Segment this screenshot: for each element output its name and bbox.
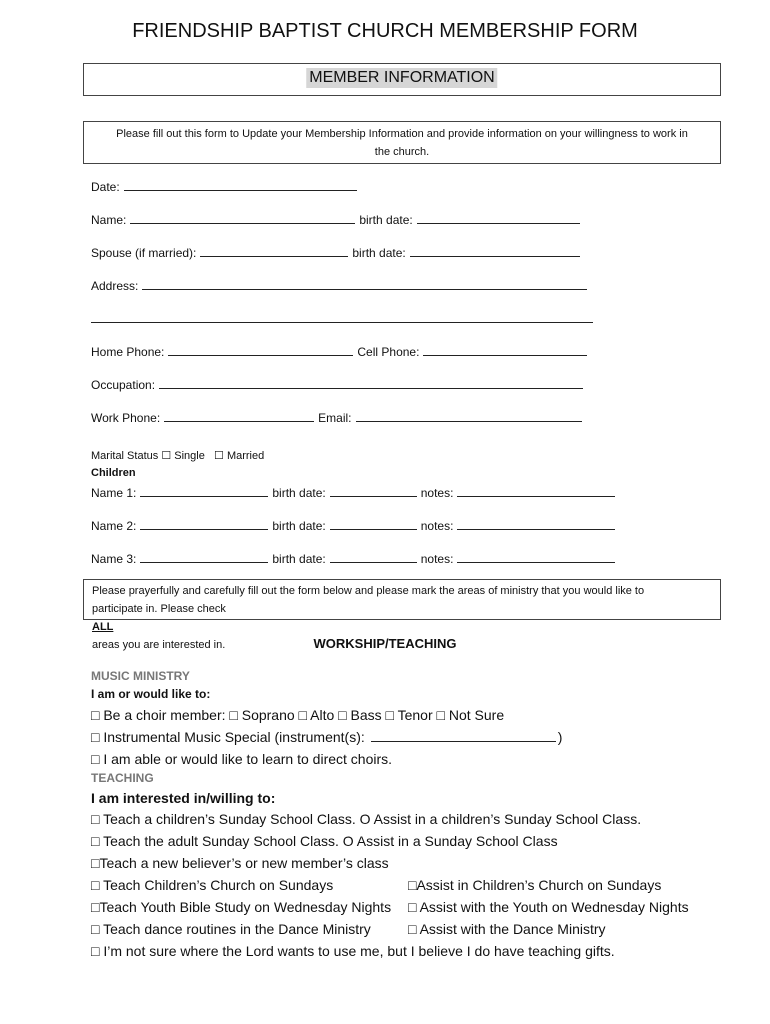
music-intro: I am or would like to: [91, 687, 211, 701]
child-birth-date-label: birth date: [272, 519, 326, 533]
date-row [91, 178, 361, 194]
child-name-field[interactable] [140, 484, 268, 497]
prayer-line-2: participate in. Please check ALL areas you are interested in. [92, 603, 226, 651]
direct-choirs-option[interactable]: □ I am able or would like to learn to direct choirs. [91, 751, 393, 767]
intro-line-1: Please fill out this form to Update your Membership Information and provide information on your willingness to work in [116, 128, 688, 140]
child-name-field[interactable] [140, 517, 268, 530]
spouse-row [91, 244, 584, 260]
email-label: Email: [318, 411, 352, 425]
home-phone-label: Home Phone: [91, 345, 165, 359]
child-birth-date-field[interactable] [330, 517, 417, 530]
teaching-gifts-option[interactable]: □ I’m not sure where the Lord wants to use me, but I believe I do have teaching gifts. [91, 943, 615, 959]
instrumental-option[interactable]: □ Instrumental Music Special (instrument(s): ) [91, 729, 563, 745]
child-name-label: Name 1: [91, 486, 137, 500]
occupation-row [91, 376, 587, 392]
teaching-intro: I am interested in/willing to: [91, 790, 276, 806]
address-field[interactable] [142, 277, 587, 290]
worship-teaching-heading: WORKSHIP/TEACHING [313, 636, 457, 651]
assist-option[interactable]: □Assist in Children’s Church on Sundays [408, 877, 662, 893]
child-notes-label: notes: [420, 486, 454, 500]
child-notes-field[interactable] [457, 517, 615, 530]
children-heading: Children [91, 467, 136, 479]
birth-date-label: birth date: [359, 213, 413, 227]
marital-status-label: Marital Status [91, 450, 159, 462]
occupation-field[interactable] [159, 376, 583, 389]
birth-date-field[interactable] [417, 211, 580, 224]
spouse-birth-date-field[interactable] [410, 244, 580, 257]
intro-instructions [83, 121, 721, 164]
child-notes-field[interactable] [457, 484, 615, 497]
teaching-option[interactable]: □ Teach the adult Sunday School Class. O Assist in a Sunday School Class [91, 833, 558, 849]
member-information-box [83, 63, 721, 96]
all-emphasis: ALL [92, 621, 114, 633]
child-birth-date-label: birth date: [272, 486, 326, 500]
address-label: Address: [91, 279, 139, 293]
address-field-line-2[interactable] [91, 310, 593, 323]
form-title: FRIENDSHIP BAPTIST CHURCH MEMBERSHIP FORM [132, 20, 638, 42]
child-notes-label: notes: [420, 519, 454, 533]
married-label: Married [226, 450, 265, 462]
teaching-option[interactable]: □ Teach a children’s Sunday School Class. O Assist in a children’s Sunday School Class. [91, 811, 642, 827]
work-phone-row [91, 409, 586, 425]
home-phone-field[interactable] [168, 343, 353, 356]
child-notes-label: notes: [420, 552, 454, 566]
cell-phone-field[interactable] [423, 343, 587, 356]
teaching-option[interactable]: □Teach Youth Bible Study on Wednesday Nights [91, 899, 392, 915]
intro-line-2: the church. [374, 146, 430, 158]
occupation-label: Occupation: [91, 378, 156, 392]
child-notes-field[interactable] [457, 550, 615, 563]
email-field[interactable] [356, 409, 582, 422]
date-label: Date: [91, 180, 120, 194]
phone-row [91, 343, 591, 359]
marital-status-row [91, 449, 264, 462]
spouse-field[interactable] [200, 244, 348, 257]
child-name-label: Name 2: [91, 519, 137, 533]
instrument-field[interactable] [371, 729, 556, 742]
work-phone-label: Work Phone: [91, 411, 161, 425]
address-row [91, 277, 591, 293]
child-birth-date-label: birth date: [272, 552, 326, 566]
member-information-label: MEMBER INFORMATION [306, 68, 497, 88]
child-birth-date-field[interactable] [330, 484, 417, 497]
name-row [91, 211, 584, 227]
date-field[interactable] [124, 178, 357, 191]
child-row [91, 484, 619, 500]
address-line-2-row [91, 310, 597, 326]
assist-option[interactable]: □ Assist with the Youth on Wednesday Nights [408, 899, 689, 915]
choir-member-option[interactable]: □ Be a choir member: □ Soprano □ Alto □ Bass □ Tenor □ Not Sure [91, 707, 505, 723]
music-ministry-heading: MUSIC MINISTRY [91, 669, 190, 683]
single-label: Single [174, 450, 205, 462]
teaching-heading: TEACHING [91, 771, 154, 785]
child-name-label: Name 3: [91, 552, 137, 566]
prayer-line-1: Please prayerfully and carefully fill out the form below and please mark the areas of ministry that you would like to [92, 585, 645, 597]
married-checkbox[interactable]: ☐ [214, 450, 224, 462]
teaching-option[interactable]: □ Teach Children’s Church on Sundays [91, 877, 334, 893]
name-label: Name: [91, 213, 127, 227]
single-checkbox[interactable]: ☐ [161, 450, 172, 462]
teaching-option[interactable]: □ Teach dance routines in the Dance Ministry [91, 921, 371, 937]
child-row [91, 550, 619, 566]
spouse-birth-date-label: birth date: [352, 246, 406, 260]
child-birth-date-field[interactable] [330, 550, 417, 563]
child-name-field[interactable] [140, 550, 268, 563]
cell-phone-label: Cell Phone: [357, 345, 420, 359]
teaching-option[interactable]: □Teach a new believer’s or new member’s class [91, 855, 389, 871]
spouse-label: Spouse (if married): [91, 246, 197, 260]
work-phone-field[interactable] [164, 409, 314, 422]
child-row [91, 517, 619, 533]
name-field[interactable] [130, 211, 355, 224]
assist-option[interactable]: □ Assist with the Dance Ministry [408, 921, 606, 937]
